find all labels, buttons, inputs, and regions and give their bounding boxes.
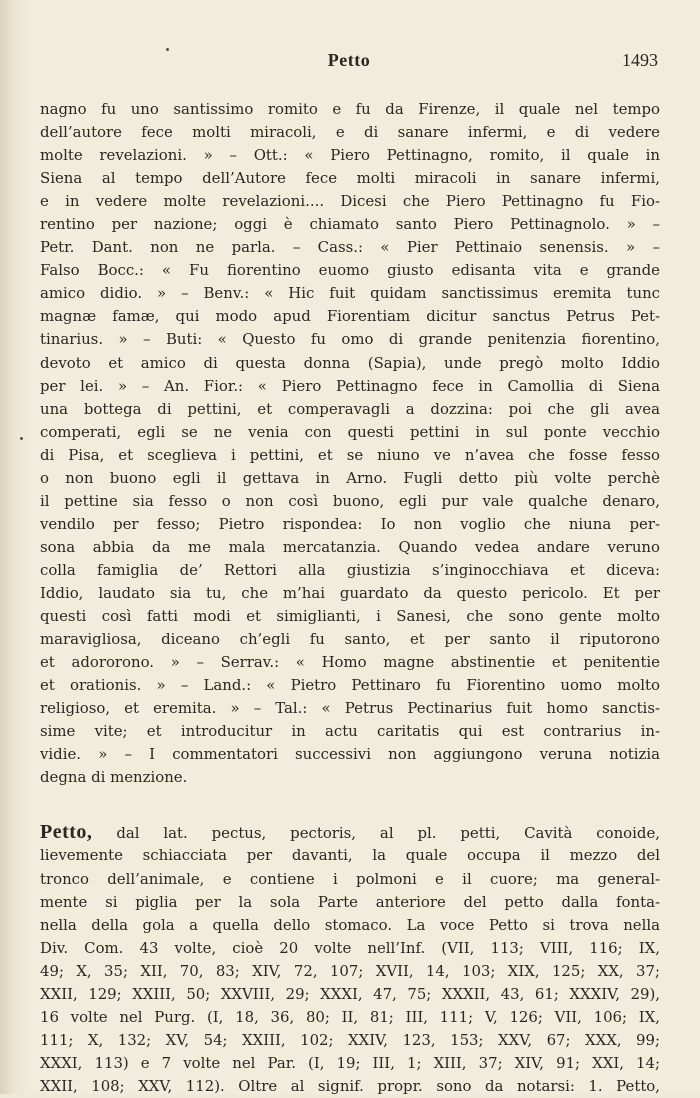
text-line: 49; X, 35; XII, 70, 83; XIV, 72, 107; XVII, 14, 103; XIX, 125; XX, 37;	[40, 961, 660, 980]
text-line: amico didio. » – Benv.: « Hic fuit quidam sanctissimus eremita tunc	[40, 284, 660, 303]
body-text	[40, 98, 660, 1098]
text-line: il pettine sia fesso o non così buono, egli pur vale qualche denaro,	[40, 491, 660, 510]
text-line: Petr. Dant. non ne parla. – Cass.: « Pier Pettinaio senensis. » –	[40, 238, 660, 257]
text-line: per lei. » – An. Fior.: « Piero Pettinagno fece in Camollia di Siena	[40, 376, 660, 395]
text-line: degna di menzione.	[40, 768, 188, 787]
text-line: nagno fu uno santissimo romito e fu da Firenze, il quale nel tempo	[40, 100, 660, 118]
text-line: questi così fatti modi et simiglianti, i Sanesi, che sono gente molto	[40, 607, 660, 626]
text-line: nella della gola a quella dello stomaco. La voce Petto si trova nella	[40, 915, 660, 934]
text-line: o non buono egli il gettava in Arno. Fugli detto più volte perchè	[40, 468, 660, 487]
text-line: mente si piglia per la sola Parte anteriore del petto dalla fonta-	[40, 892, 660, 911]
text-line: dell’autore fece molti miracoli, e di sanare infermi, e di vedere	[40, 123, 660, 142]
text-line: vendilo per fesso; Pietro rispondea: Io non voglio che niuna per-	[40, 514, 660, 533]
text-line: XXXI, 113) e 7 volte nel Par. (I, 19; III, 1; XIII, 37; XIV, 91; XXI, 14;	[40, 1053, 660, 1072]
text-line: Falso Bocc.: « Fu fiorentino euomo giusto edisanta vita e grande	[40, 261, 660, 280]
text-line: tinarius. » – Buti: « Questo fu omo di grande penitenzia fiorentino,	[40, 330, 660, 349]
text-line: comperati, egli se ne venia con questi pettini in sul ponte vecchio	[40, 422, 660, 441]
page-header	[40, 50, 658, 76]
text-line: religioso, et eremita. » – Tal.: « Petrus Pectinarius fuit homo sanctis-	[40, 699, 660, 718]
text-line: rentino per nazione; oggi è chiamato santo Piero Pettinagnolo. » –	[40, 215, 660, 234]
text-line: magnæ famæ, qui modo apud Fiorentiam dicitur sanctus Petrus Pet-	[40, 307, 660, 326]
text-line: colla famiglia de’ Rettori alla giustizia s’inginocchiava et diceva:	[40, 560, 660, 579]
text-line: lievemente schiacciata per davanti, la quale occupa il mezzo del	[40, 846, 660, 865]
entry-body	[40, 844, 660, 1098]
text-line: tronco dell’animale, e contiene i polmoni e il cuore; ma general-	[40, 869, 660, 888]
page-number: 1493	[622, 50, 658, 70]
dictionary-entry-petto	[40, 821, 660, 1098]
text-line: 111; X, 132; XV, 54; XXIII, 102; XXIV, 123, 153; XXV, 67; XXX, 99;	[40, 1030, 660, 1049]
text-line: sona abbia da me mala mercatanzia. Quando vedea andare veruno	[40, 537, 660, 556]
text-line: devoto et amico di questa donna (Sapia), unde pregò molto Iddio	[40, 353, 660, 372]
text-line: et adororono. » – Serrav.: « Homo magne abstinentie et penitentie	[40, 653, 660, 672]
text-line: Iddio, laudato sia tu, che m’hai guardato da questo pericolo. Et per	[40, 583, 660, 602]
text-line: XXII, 108; XXV, 112). Oltre al signif. propr. sono da notarsi: 1. Petto,	[40, 1076, 660, 1095]
text-line: e in vedere molte revelazioni.... Dicesi che Piero Pettinagno fu Fio-	[40, 192, 660, 211]
text-line: molte revelazioni. » – Ott.: « Piero Pettinagno, romito, il quale in	[40, 146, 660, 165]
entry-definition-start: dal lat. pectus, pectoris, al pl. petti, Cavità conoide,	[92, 824, 660, 843]
text-line: sime vite; et introducitur in actu caritatis qui est contrarius in-	[40, 722, 660, 741]
headword: Petto,	[40, 821, 93, 844]
text-line: Siena al tempo dell’Autore fece molti miracoli in sanare infermi,	[40, 169, 660, 188]
print-speck	[20, 437, 23, 440]
text-line: di Pisa, et sceglieva i pettini, et se niuno ve n’avea che fosse fesso	[40, 445, 660, 464]
text-line: Div. Com. 43 volte, cioè 20 volte nell’Inf. (VII, 113; VIII, 116; IX,	[40, 938, 660, 957]
paragraph-commentary	[40, 98, 660, 789]
running-title: Petto	[327, 50, 371, 70]
entry-first-line	[40, 821, 660, 844]
text-line: vidie. » – I commentatori successivi non aggiungono veruna notizia	[40, 745, 660, 764]
text-line: et orationis. » – Land.: « Pietro Pettinaro fu Fiorentino uomo molto	[40, 676, 660, 695]
text-line: XXII, 129; XXIII, 50; XXVIII, 29; XXXI, 47, 75; XXXII, 43, 61; XXXIV, 29),	[40, 984, 660, 1003]
text-line: 16 volte nel Purg. (I, 18, 36, 80; II, 81; III, 111; V, 126; VII, 106; IX,	[40, 1007, 660, 1026]
text-line: maravigliosa, diceano ch’egli fu santo, et per santo il riputorono	[40, 630, 660, 649]
text-line: una bottega di pettini, et comperavagli a dozzina: poi che gli avea	[40, 399, 660, 418]
